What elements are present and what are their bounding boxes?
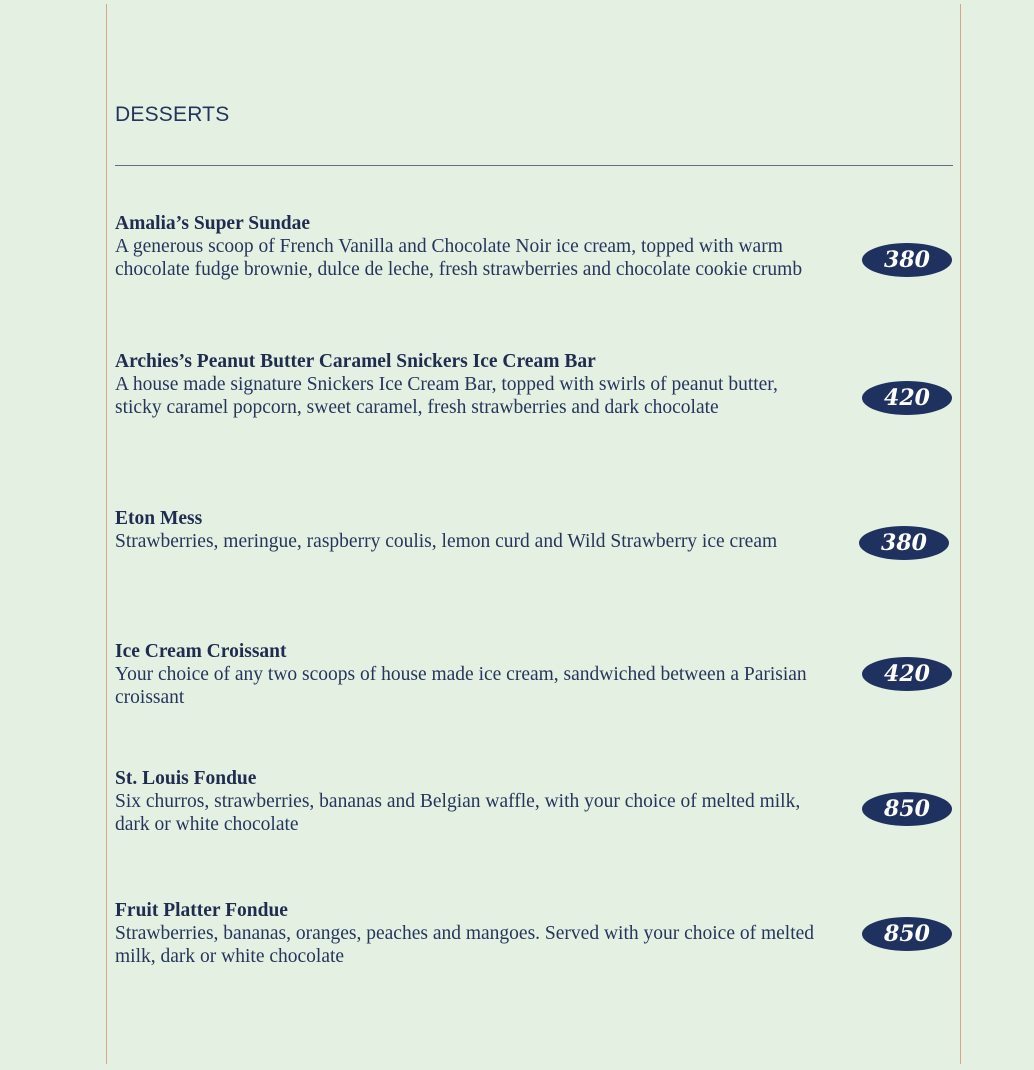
price-badge: 380 (859, 526, 949, 560)
right-border-line (960, 4, 961, 1064)
menu-item (115, 899, 835, 968)
title-divider (115, 165, 953, 166)
menu-item (115, 350, 835, 419)
item-name: Archies’s Peanut Butter Caramel Snickers Ice Cream Bar (115, 351, 596, 372)
item-description: Your choice of any two scoops of house made ice cream, sandwiched between a Parisian croissant (115, 664, 807, 708)
menu-item (115, 212, 835, 281)
item-name: Fruit Platter Fondue (115, 900, 288, 921)
section-title: DESSERTS (115, 103, 230, 126)
item-description: Six churros, strawberries, bananas and Belgian waffle, with your choice of melted milk, dark or white chocolate (115, 791, 801, 835)
price-badge: 850 (862, 917, 952, 951)
item-name: Amalia’s Super Sundae (115, 213, 311, 234)
item-name: Ice Cream Croissant (115, 641, 287, 662)
item-name: Eton Mess (115, 508, 203, 529)
item-name: St. Louis Fondue (115, 768, 257, 789)
price-badge: 850 (862, 792, 952, 826)
price-badge: 380 (862, 243, 952, 277)
left-border-line (106, 4, 107, 1064)
menu-item (115, 767, 835, 836)
price-badge: 420 (862, 657, 952, 691)
item-description: A house made signature Snickers Ice Cream Bar, topped with swirls of peanut butter, sticky caramel popcorn, sweet caramel, fresh strawberries and dark chocolate (115, 374, 778, 418)
menu-item (115, 507, 835, 553)
item-description: A generous scoop of French Vanilla and Chocolate Noir ice cream, topped with warm chocolate fudge brownie, dulce de leche, fresh strawberries and chocolate cookie crumb (115, 236, 803, 280)
item-description: Strawberries, meringue, raspberry coulis, lemon curd and Wild Strawberry ice cream (115, 531, 778, 552)
price-badge: 420 (862, 381, 952, 415)
item-description: Strawberries, bananas, oranges, peaches and mangoes. Served with your choice of melted milk, dark or white chocolate (115, 923, 815, 967)
menu-item (115, 640, 835, 709)
